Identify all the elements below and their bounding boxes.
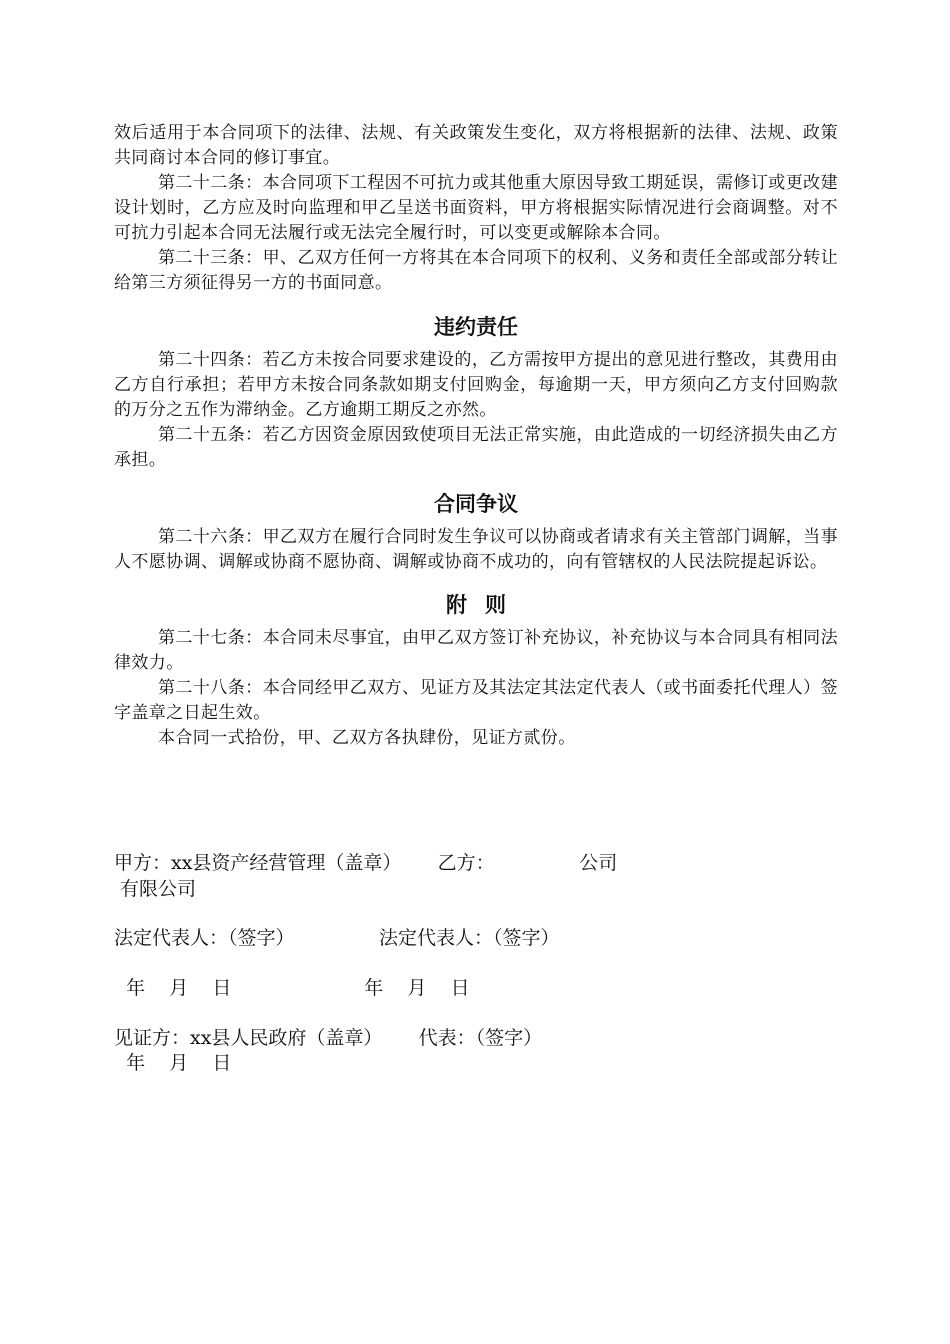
article-25: 第二十五条：若乙方因资金原因致使项目无法正常实施，由此造成的一切经济损失由乙方承担。	[114, 425, 838, 470]
signature-witness-date: 年 月 日	[114, 1052, 232, 1074]
contract-page	[114, 121, 838, 751]
signature-party-b-company: 有限公司	[114, 878, 197, 900]
signature-party-a-b: 甲方：xx县资产经营管理（盖章） 乙方： 公司	[114, 852, 618, 874]
article-22: 第二十二条：本合同项下工程因不可抗力或其他重大原因导致工期延误，需修订或更改建设计划时，乙方应及时向监理和甲乙呈送书面资料，甲方将根据实际情况进行会商调整。对不可抗力引起本合同无法履行或无法完全履行时，可以变更或解除本合同。	[114, 173, 838, 243]
article-28: 第二十八条：本合同经甲乙双方、见证方及其法定其法定代表人（或书面委托代理人）签字盖章之日起生效。	[114, 678, 838, 723]
signature-witness: 见证方：xx县人民政府（盖章） 代表：（签字）	[114, 1027, 543, 1049]
signature-dates: 年 月 日 年 月 日	[114, 977, 470, 999]
section-title-dispute: 合同争议	[434, 492, 518, 516]
section-title-breach: 违约责任	[434, 315, 518, 339]
paragraph-continued: 效后适用于本合同项下的法律、法规、有关政策发生变化，双方将根据新的法律、法规、政策共同商讨本合同的修订事宜。	[114, 123, 838, 168]
section-title-supplementary	[114, 591, 838, 619]
copies-clause: 本合同一式拾份，甲、乙双方各执肆份，见证方贰份。	[158, 728, 576, 748]
article-26: 第二十六条：甲乙双方在履行合同时发生争议可以协商或者请求有关主管部门调解，当事人不愿协调、调解或协商不愿协商、调解或协商不成功的，向有管辖权的人民法院提起诉讼。	[114, 527, 838, 572]
article-27: 第二十七条：本合同未尽事宜，由甲乙双方签订补充协议，补充协议与本合同具有相同法律效力。	[114, 628, 838, 673]
signature-legal-representatives: 法定代表人：（签字） 法定代表人：（签字）	[114, 927, 560, 949]
section-title-supplementary-text: 附则	[446, 593, 524, 617]
article-24: 第二十四条：若乙方未按合同要求建设的，乙方需按甲方提出的意见进行整改，其费用由乙方自行承担；若甲方未按合同条款如期支付回购金，每逾期一天，甲方须向乙方支付回购款的万分之五作为滞纳金。乙方逾期工期反之亦然。	[114, 350, 838, 420]
article-23: 第二十三条：甲、乙双方任何一方将其在本合同项下的权利、义务和责任全部或部分转让给第三方须征得另一方的书面同意。	[114, 248, 838, 293]
